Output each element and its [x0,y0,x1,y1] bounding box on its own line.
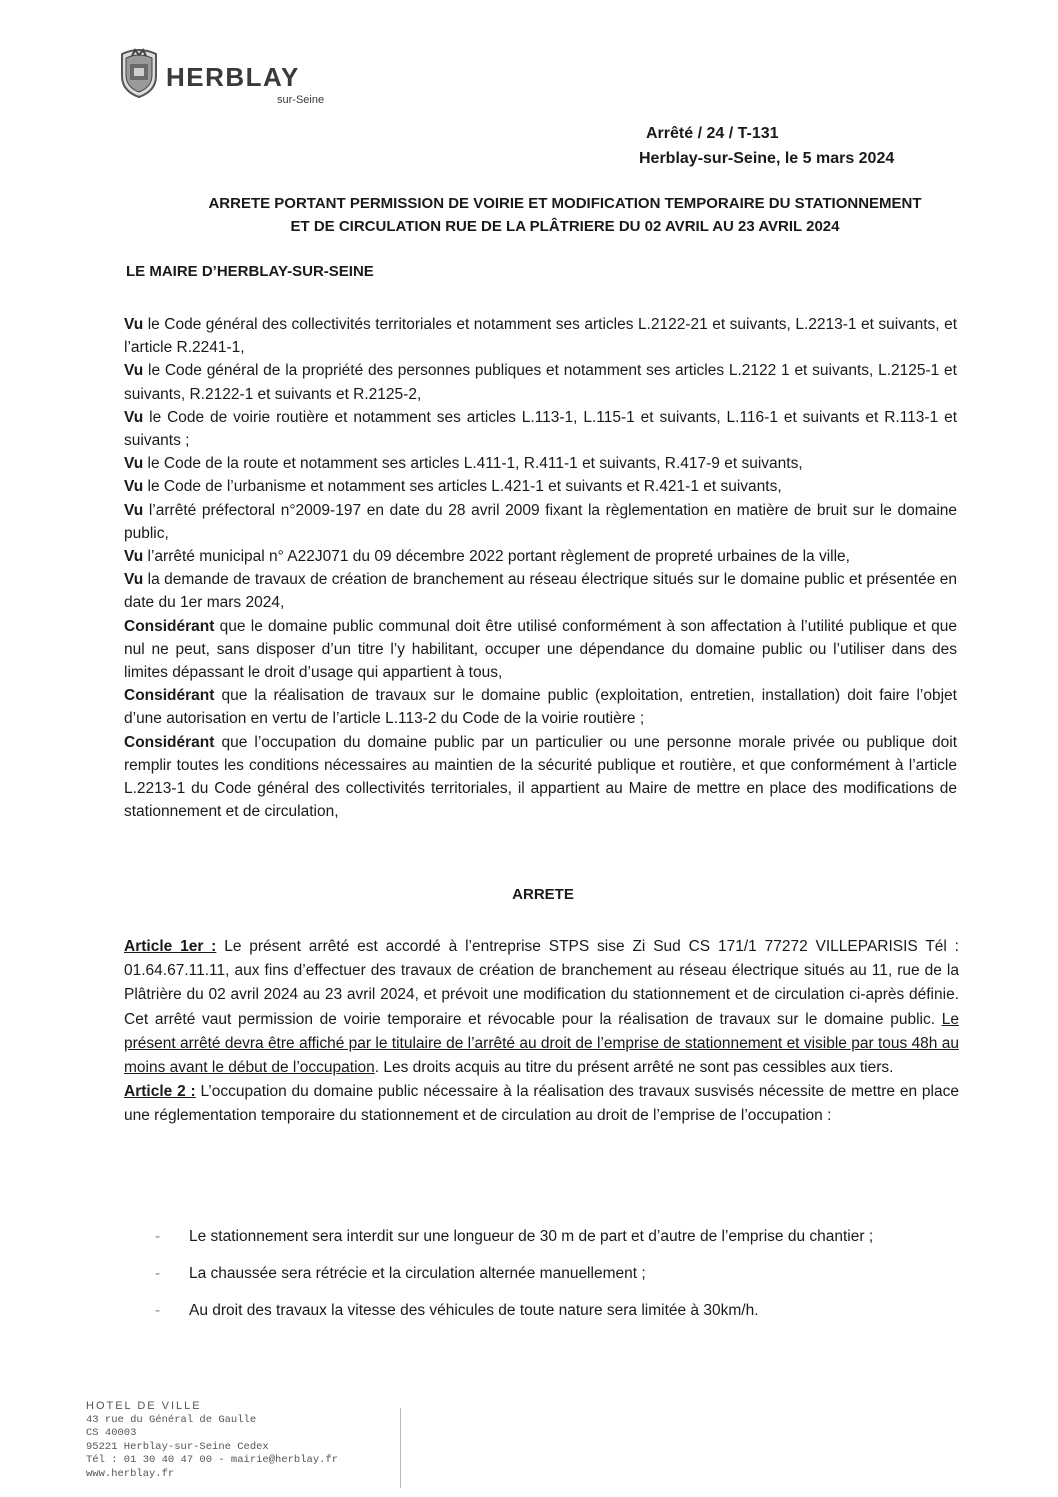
footer-cs: CS 40003 [86,1427,137,1439]
footer-contact: Tél : 01 30 40 47 00 - mairie@herblay.fr [86,1454,339,1466]
city-crest-icon [118,46,160,98]
considering-paragraph: Considérant que l’occupation du domaine public par un particulier ou une personne morale privée ou publique doit remplir toutes les conditions nécessaires au maintien de la sécurité publique et routière, et que conformément à l’article L.2213-1 du Code général des collectivités territoriales, il appartient au Maire de mettre en place des modifications de stationnement et de circulation, [124,733,957,821]
decree-title [100,192,1030,238]
footer-city: 95221 Herblay-sur-Seine Cedex [86,1440,269,1453]
articles-section [124,935,959,1129]
decree-place-date: Herblay-sur-Seine, le 5 mars 2024 [639,150,895,167]
title-line-2: ET DE CIRCULATION RUE DE LA PLÂTRIERE DU 02 AVRIL AU 23 AVRIL 2024 [290,218,840,235]
article-1: Article 1er : Le présent arrêté est accordé à l’entreprise STPS sise Zi Sud CS 171/1 77272 VILLEPARISIS Tél : 01.64.67.11.11, aux fins d’effectuer des travaux de création de branchement au réseau électrique situés au 11, rue de la Plâtrière du 02 avril 2024 au 23 avril 2024, et prévoit une modification du stationnement et de circulation ci-après définie. Cet arrêté vaut permission de voirie temporaire et révocable pour la réalisation de travaux sur le domaine public. Le présent arrêté devra être affiché par le titulaire de l’arrêté au droit de l’emprise de stationnement et visible par tous 48h au moins avant le début de l’occupation. Les droits acquis au titre du présent arrêté ne sont pas cessibles aux tiers. [124,938,959,1077]
visa-paragraph: Vu le Code de la route et notamment ses articles L.411-1, R.411-1 et suivants, R.417-9 et suivants, [124,455,803,473]
dash-bullet-icon: - [155,1265,161,1282]
dash-bullet-icon: - [155,1228,161,1245]
footer-website: www.herblay.fr [86,1467,175,1480]
logo-subtitle: sur-Seine [277,94,325,106]
list-item: - Le stationnement sera interdit sur une longueur de 30 m de part et d’autre de l’emprise du chantier ; [155,1218,959,1255]
title-line-1: ARRETE PORTANT PERMISSION DE VOIRIE ET MODIFICATION TEMPORAIRE DU STATIONNEMENT [208,195,922,212]
footer-divider [400,1408,401,1488]
considering-paragraph: Considérant que la réalisation de travaux sur le domaine public (exploitation, entretien, installation) doit faire l’objet d’une autorisation en vertu de l’article L.113-2 du Code de la voirie routière ; [124,687,957,728]
article-2-label: Article 2 : [124,1083,196,1101]
visa-paragraph: Vu l’arrêté préfectoral n°2009-197 en date du 28 avril 2009 fixant la règlementation en matière de bruit sur le domaine public, [124,501,957,542]
list-item: - Au droit des travaux la vitesse des véhicules de toute nature sera limitée à 30km/h. [155,1292,959,1329]
measures-list [155,1218,959,1329]
logo-name: HERBLAY [166,62,300,92]
considering-paragraph: Considérant que le domaine public communal doit être utilisé conformément à son affectation à l’utilité publique et que nul ne peut, sans disposer d’un titre l’y habilitant, occuper une dépendance du domaine public ou l’utiliser dans des limites dépassant le droit d’usage qui appartient à tous, [124,617,957,682]
visa-paragraph: Vu l’arrêté municipal n° A22J071 du 09 décembre 2022 portant règlement de propreté urbaines de la ville, [124,548,850,566]
town-hall-address [86,1400,338,1481]
posting-requirement: Le présent arrêté devra être affiché par le titulaire de l’arrêté au droit de l’emprise de stationnement et visible par tous 48h au moins avant le début de l’occupation [124,1010,959,1077]
dash-bullet-icon: - [155,1302,161,1319]
visa-paragraph: Vu le Code général de la propriété des personnes publiques et notamment ses articles L.2122 1 et suivants, L.2125-1 et suivants, R.2122-1 et suivants et R.2125-2, [124,362,957,403]
arrete-heading: ARRETE [512,886,574,903]
visa-paragraph: Vu le Code général des collectivités territoriales et notamment ses articles L.2122-21 et suivants, L.2213-1 et suivants, et l’article R.2241-1, [124,316,957,357]
list-item: - La chaussée sera rétrécie et la circulation alternée manuellement ; [155,1255,959,1292]
mayor-heading: LE MAIRE D’HERBLAY-SUR-SEINE [126,263,374,280]
decree-reference [639,121,895,171]
visas-section [124,313,957,823]
visa-paragraph: Vu la demande de travaux de création de branchement au réseau électrique situés sur le domaine public et présentée en date du 1er mars 2024, [124,571,957,612]
decree-number: Arrêté / 24 / T-131 [646,125,779,142]
footer-heading: HOTEL DE VILLE [86,1400,202,1412]
visa-paragraph: Vu le Code de voirie routière et notamment ses articles L.113-1, L.115-1 et suivants, L.116-1 et suivants et R.113-1 et suivants ; [124,408,957,450]
visa-paragraph: Vu le Code de l’urbanisme et notamment ses articles L.421-1 et suivants et R.421-1 et suivants, [124,478,782,496]
article-1-label: Article 1er : [124,938,217,955]
footer-street: 43 rue du Général de Gaulle [86,1413,257,1426]
article-2: Article 2 : L’occupation du domaine public nécessaire à la réalisation des travaux susvisés nécessite de mettre en place une réglementation temporaire du stationnement et de circulation au droit de l’emprise de l’occupation : [124,1083,959,1125]
